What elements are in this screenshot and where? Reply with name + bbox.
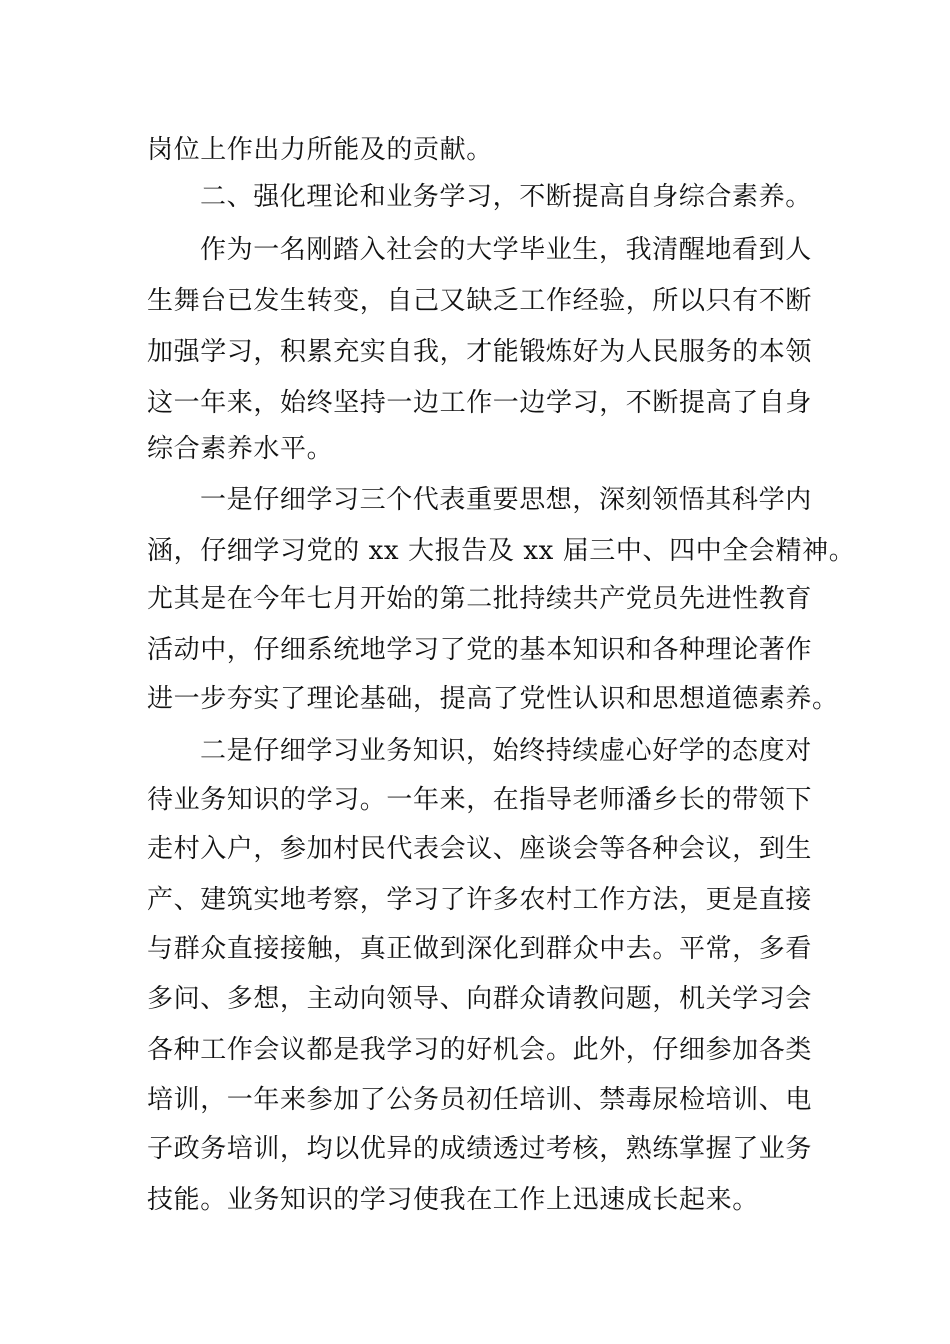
text-line: 这一年来，始终坚持一边工作一边学习，不断提高了自身 bbox=[147, 388, 813, 418]
text-line: 作为一名刚踏入社会的大学毕业生，我清醒地看到人 bbox=[200, 235, 812, 265]
text-line: 待业务知识的学习。一年来，在指导老师潘乡长的带领下 bbox=[147, 785, 813, 815]
text-line: 培训，一年来参加了公务员初任培训、禁毒尿检培训、电 bbox=[147, 1085, 813, 1115]
text-line: 走村入户，参加村民代表会议、座谈会等各种会议，到生 bbox=[147, 834, 813, 864]
text-line: 各种工作会议都是我学习的好机会。此外，仔细参加各类 bbox=[147, 1035, 813, 1065]
text-line: 与群众直接接触，真正做到深化到群众中去。平常，多看 bbox=[147, 934, 813, 964]
text-line: 产、建筑实地考察，学习了许多农村工作方法，更是直接 bbox=[147, 885, 813, 915]
text-line: 多问、多想，主动向领导、向群众请教问题，机关学习会 bbox=[147, 984, 813, 1014]
text-line: 一是仔细学习三个代表重要思想，深刻领悟其科学内 bbox=[200, 485, 812, 515]
text-line: 加强学习，积累充实自我，才能锻炼好为人民服务的本领 bbox=[147, 337, 813, 367]
text-line: 二是仔细学习业务知识，始终持续虚心好学的态度对 bbox=[200, 736, 812, 766]
text-line: 生舞台已发生转变，自己又缺乏工作经验，所以只有不断 bbox=[147, 286, 813, 316]
section-heading: 二、强化理论和业务学习，不断提高自身综合素养。 bbox=[200, 182, 812, 212]
text-line: 进一步夯实了理论基础，提高了党性认识和思想道德素养。 bbox=[147, 684, 839, 714]
text-line: 涵，仔细学习党的 xx 大报告及 xx 届三中、四中全会精神。 bbox=[147, 536, 856, 566]
text-line: 技能。业务知识的学习使我在工作上迅速成长起来。 bbox=[147, 1185, 759, 1215]
text-line: 岗位上作出力所能及的贡献。 bbox=[147, 135, 493, 165]
text-line: 子政务培训，均以优异的成绩透过考核，熟练掌握了业务 bbox=[147, 1134, 813, 1164]
text-line: 综合素养水平。 bbox=[147, 434, 334, 464]
text-line: 活动中，仔细系统地学习了党的基本知识和各种理论著作 bbox=[147, 635, 813, 665]
text-line: 尤其是在今年七月开始的第二批持续共产党员先进性教育 bbox=[147, 584, 813, 614]
